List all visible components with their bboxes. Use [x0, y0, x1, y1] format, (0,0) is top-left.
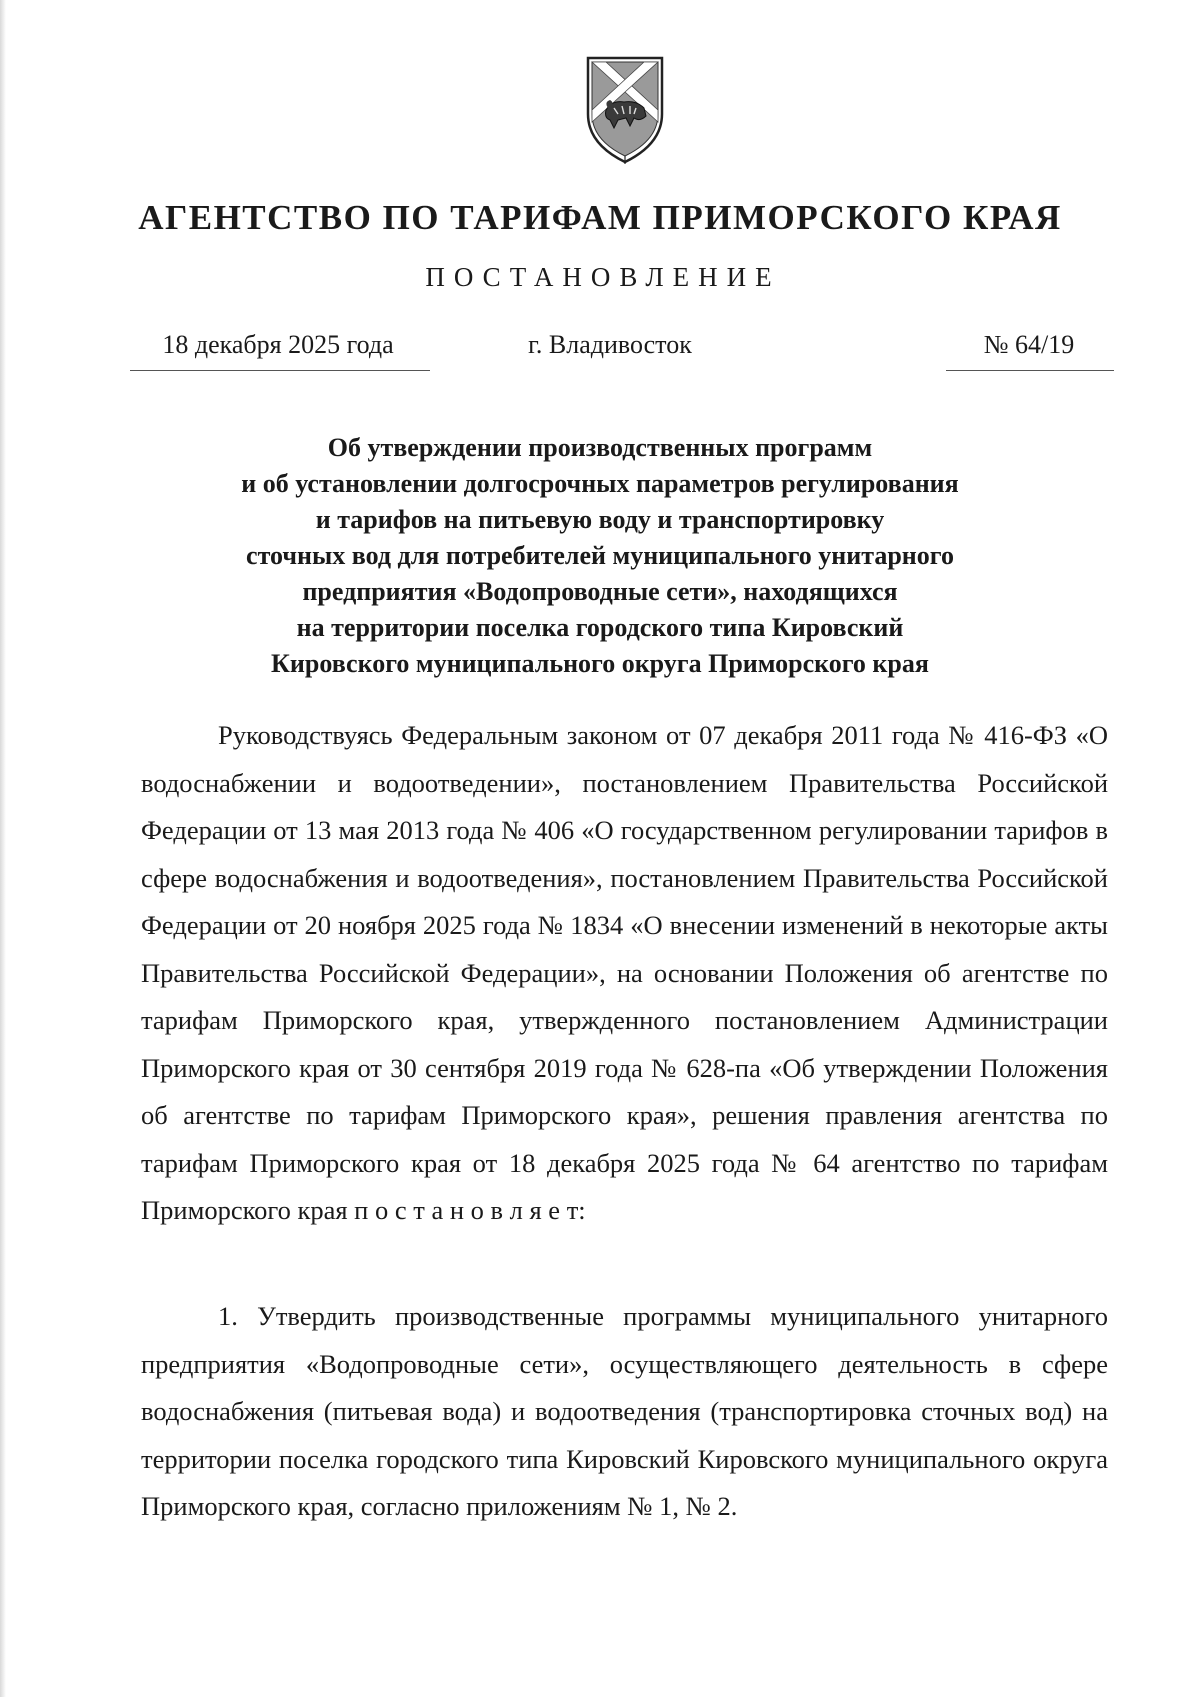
title-line: на территории поселка городского типа Кировский — [296, 613, 904, 642]
primorsky-krai-coat-of-arms-icon — [584, 52, 666, 166]
preamble-paragraph: Руководствуясь Федеральным законом от 07 декабря 2011 года № 416-ФЗ «О водоснабжении и водоотведении», постановлением Правительства Российской Федерации от 13 мая 2013 года № 406 «О государственном регулировании тарифов в сфере водоснабжения и водоотведения», постановлением Правительства Российской Федерации от 20 ноября 2025 года № 1834 «О внесении изменений в некоторые акты Правительства Российской Федерации», на основании Положения об агентстве по тарифам Приморского края, утвержденного постановлением Администрации Приморского края от 30 сентября 2019 года № 628-па «Об утверждении Положения об агентстве по тарифам Приморского края», решения правления агентства по тарифам Приморского края от 18 декабря 2025 года № 64 агентство по тарифам Приморского края п о с т а н о в л я е т: — [141, 720, 1108, 1225]
clause-1-paragraph: 1. Утвердить производственные программы муниципального унитарного предприятия «Водопроводные сети», осуществляющего деятельность в сфере водоснабжения (питьевая вода) и водоотведения (транспортировка сточных вод) на территории поселка городского типа Кировский Кировского муниципального округа Приморского края, согласно приложениям № 1, № 2. — [141, 1301, 1108, 1521]
title-line: Кировского муниципального округа Приморского края — [271, 649, 929, 678]
title-line: сточных вод для потребителей муниципального унитарного — [246, 541, 954, 570]
document-date: 18 декабря 2025 года — [162, 330, 394, 359]
document-city: г. Владивосток — [528, 330, 692, 359]
title-line: Об утверждении производственных программ — [327, 433, 873, 462]
number-underline — [946, 370, 1114, 371]
title-line: и тарифов на питьевую воду и транспортировку — [315, 505, 885, 534]
scan-edge-shadow — [0, 0, 6, 1697]
document-number: № 64/19 — [983, 330, 1075, 359]
document-title — [140, 430, 1060, 682]
title-line: предприятия «Водопроводные сети», находящихся — [302, 577, 898, 606]
title-line: и об установлении долгосрочных параметров регулирования — [241, 469, 959, 498]
date-underline — [130, 370, 430, 371]
document-type: ПОСТАНОВЛЕНИЕ — [425, 262, 781, 292]
agency-name: АГЕНТСТВО ПО ТАРИФАМ ПРИМОРСКОГО КРАЯ — [138, 198, 1062, 237]
